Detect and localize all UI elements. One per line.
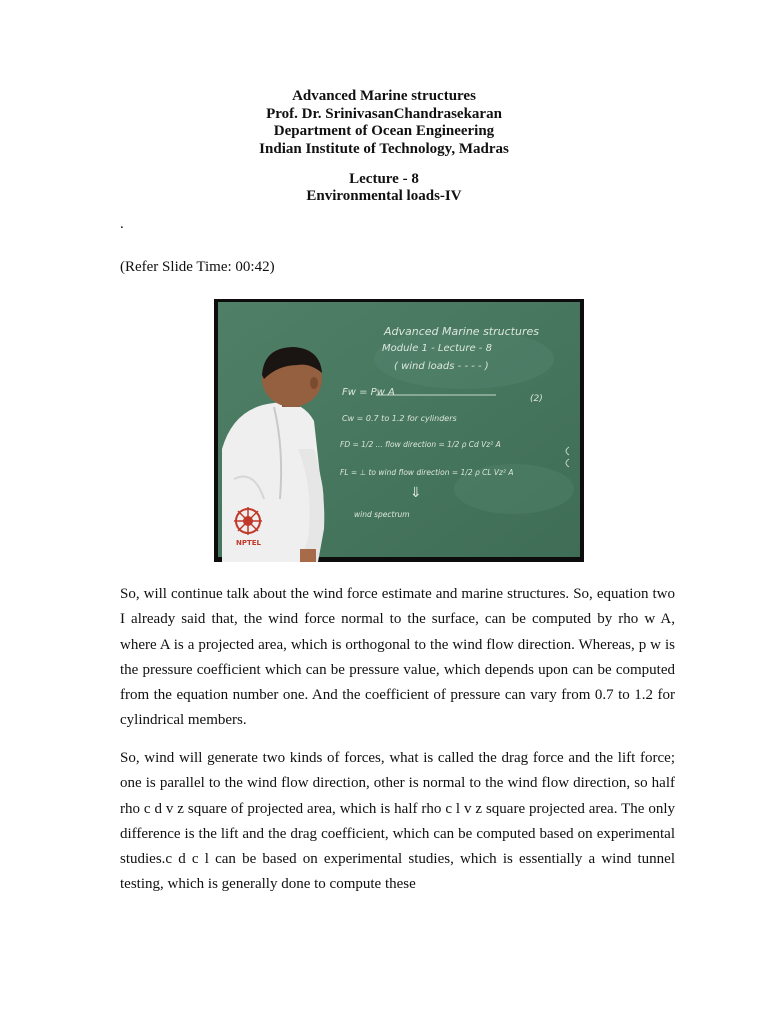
- department-name: Department of Ocean Engineering: [273, 123, 495, 139]
- lecture-number: Lecture - 8: [349, 171, 419, 187]
- board-line: Cw = 0.7 to 1.2 for cylinders: [342, 414, 457, 423]
- stray-dot: .: [120, 216, 124, 232]
- nptel-logo: [234, 507, 262, 547]
- board-line: FD = 1/2 ... flow direction = 1/2 ρ Cd Vz² A: [340, 440, 501, 449]
- lecture-title: Environmental loads-IV: [306, 188, 462, 204]
- board-line: Fw = Pw A: [342, 387, 395, 398]
- lecture-heading: [0, 171, 768, 205]
- course-title: Advanced Marine structures: [292, 88, 476, 104]
- nptel-label: NPTEL: [236, 539, 262, 547]
- board-line: ( wind loads - - - - ): [394, 361, 489, 372]
- institute-name: Indian Institute of Technology, Madras: [259, 140, 509, 157]
- body-paragraph: So, will continue talk about the wind force estimate and marine structures. So, equation two I already said that, the wind force normal to the surface, can be computed by rho w A, where A is a projected area, which is orthogonal to the wind flow direction. Whereas, p w is the pressure coefficient which can be pressure value, which depends upon can be computed from the equation number one. And the coefficient of pressure can vary from 0.7 to 1.2 for cylindrical members.: [120, 586, 675, 729]
- board-line: Advanced Marine structures: [384, 325, 539, 338]
- document-header: [0, 88, 768, 158]
- board-line: wind spectrum: [354, 510, 410, 519]
- equation-number: (2): [530, 394, 543, 404]
- slide-time-reference: (Refer Slide Time: 00:42): [120, 259, 275, 275]
- body-paragraph: So, wind will generate two kinds of forces, what is called the drag force and the lift force; one is parallel to the wind flow direction, other is normal to the wind flow direction, so half rho c d v z square of projected area, which is half rho c l v z square projected area. The only difference is the lift and the drag coefficient, which can be computed based on experimental studies.c d c l can be based on experimental studies, which is essentially a wind tunnel testing, which is generally done to compute these: [120, 750, 675, 893]
- professor-name: Prof. Dr. SrinivasanChandrasekaran: [266, 105, 502, 122]
- board-arrow: ⇓: [410, 485, 422, 501]
- board-line: Module 1 - Lecture - 8: [382, 343, 492, 354]
- slide-image: [214, 299, 584, 562]
- board-line: FL = ⊥ to wind flow direction = 1/2 ρ CL Vz² A: [340, 468, 514, 477]
- lecture-video-frame: [214, 299, 584, 562]
